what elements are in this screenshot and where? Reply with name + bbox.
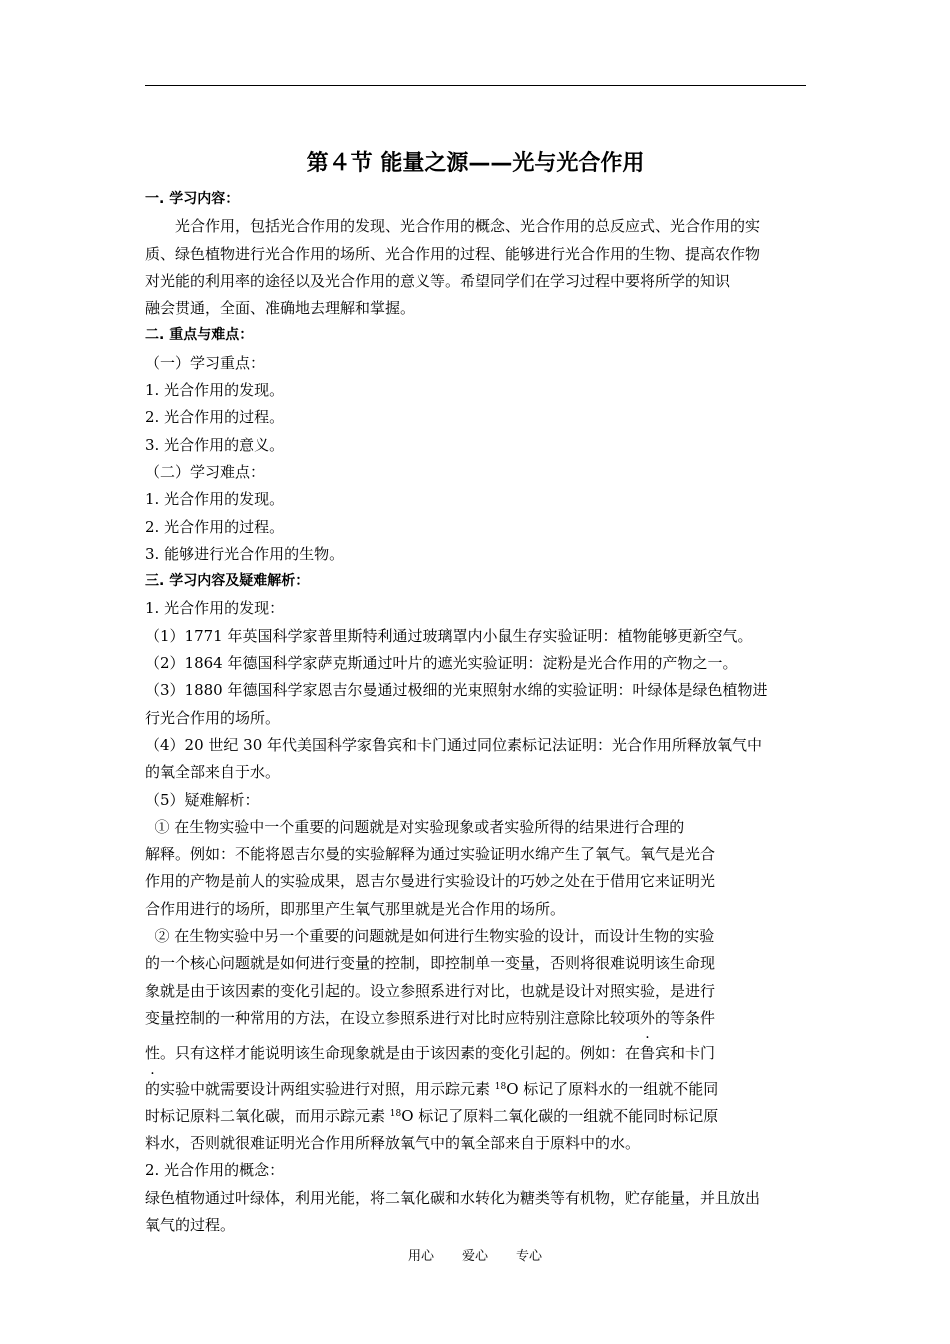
- section3-heading: 三. 学习内容及疑难解析：: [145, 573, 310, 590]
- paragraph-line: 光合作用，包括光合作用的发现、光合作用的概念、光合作用的总反应式、光合作用的实: [175, 217, 761, 236]
- analysis-line: 作用的产物是前人的实验成果，恩吉尔曼进行实验设计的巧妙之处在于借用它来证明光: [145, 872, 716, 891]
- analysis-line: ① 在生物实验中一个重要的问题就是对实验现象或者实验所得的结果进行合理的: [145, 817, 685, 836]
- isotope-superscript: 18: [389, 1108, 402, 1119]
- paragraph-line: （3）1880 年德国科学家恩吉尔曼通过极细的光束照射水绵的实验证明：叶绿体是绿色植物进: [145, 681, 768, 700]
- list-item: 3. 能够进行光合作用的生物。: [145, 544, 345, 563]
- page-title: 第４节 能量之源——光与光合作用: [306, 151, 645, 176]
- emphasized-text: 除比较项外的等条件 ·: [580, 1005, 715, 1032]
- analysis-line: 变量控制的一种常用的方法，在设立参照系进行对比时应特别注意除比较项外的等条件 ·: [145, 1005, 806, 1032]
- section2-heading: 二. 重点与难点：: [145, 327, 254, 344]
- list-item: 3. 光合作用的意义。: [145, 435, 285, 454]
- emphasized-text: 性: [145, 1044, 161, 1063]
- footer-text: 用心: [407, 1249, 434, 1264]
- analysis-line: 料水，否则就很难证明光合作用所释放氧气中的氧全部来自于原料中的水。: [145, 1134, 641, 1153]
- analysis-line: 的一个核心问题就是如何进行变量的控制，即控制单一变量，否则将很难说明该生命现: [145, 954, 716, 973]
- paragraph-line: 质、绿色植物进行光合作用的场所、光合作用的过程、能够进行光合作用的生物、提高农作物: [145, 244, 761, 263]
- list-item: 2. 光合作用的过程。: [145, 408, 285, 427]
- paragraph-line: 行光合作用的场所。: [145, 708, 281, 727]
- paragraph-line: （1）1771 年英国科学家普里斯特利通过玻璃罩内小鼠生存实验证明：植物能够更新空气。: [145, 626, 753, 645]
- paragraph-line: 绿色植物通过叶绿体，利用光能，将二氧化碳和水转化为糖类等有机物，贮存能量，并且放出: [145, 1188, 761, 1207]
- analysis-line: 性。只有这样才能说明该生命现象就是由于该因素的变化引起的。例如：在鲁宾和卡门: [145, 1040, 806, 1067]
- paragraph-line: （5）疑难解析：: [145, 790, 260, 809]
- header-rule: [145, 85, 806, 86]
- paragraph-line: （4）20 世纪 30 年代美国科学家鲁宾和卡门通过同位素标记法证明：光合作用所释放氧气中: [145, 735, 763, 754]
- footer-text: 专心: [516, 1249, 543, 1264]
- paragraph-line: 对光能的利用率的途径以及光合作用的意义等。希望同学们在学习过程中要将所学的知识: [145, 271, 731, 290]
- subheading-key-points: （一）学习重点：: [145, 353, 266, 372]
- page-footer: [0, 1247, 950, 1267]
- paragraph-line: （2）1864 年德国科学家萨克斯通过叶片的遮光实验证明：淀粉是光合作用的产物之一。: [145, 654, 738, 673]
- list-item: 2. 光合作用的过程。: [145, 517, 285, 536]
- analysis-line: 象就是由于该因素的变化引起的。设立参照系进行对比，也就是设计对照实验，是进行: [145, 981, 716, 1000]
- analysis-line: 解释。例如：不能将恩吉尔曼的实验解释为通过实验证明水绵产生了氧气。氧气是光合: [145, 845, 716, 864]
- section1-heading: 一. 学习内容：: [145, 191, 240, 207]
- analysis-line: 的实验中就需要设计两组实验进行对照，用示踪元素 $^{18}$O 标记了原料水的一组就不能同: [145, 1079, 719, 1098]
- analysis-line: 时标记原料二氧化碳，而用示踪元素 $^{18}$O 标记了原料二氧化碳的一组就不能同时标记原: [145, 1106, 719, 1125]
- subheading-difficulties: （二）学习难点：: [145, 462, 266, 481]
- analysis-line: ② 在生物实验中另一个重要的问题就是如何进行生物实验的设计，而设计生物的实验: [145, 927, 715, 946]
- list-item: 1. 光合作用的发现。: [145, 381, 285, 400]
- document-body: [145, 186, 806, 1239]
- paragraph-line: 氧气的过程。: [145, 1215, 236, 1234]
- list-item: 1. 光合作用的发现。: [145, 490, 285, 509]
- isotope-superscript: 18: [494, 1081, 507, 1092]
- footer-text: 爱心: [461, 1249, 488, 1264]
- concept-title: 2. 光合作用的概念：: [145, 1161, 285, 1180]
- paragraph-line: 的氧全部来自于水。: [145, 763, 281, 782]
- paragraph-line: 融会贯通，全面、准确地去理解和掌握。: [145, 299, 416, 318]
- discovery-title: 1. 光合作用的发现：: [145, 599, 285, 618]
- analysis-line: 合作用进行的场所，即那里产生氧气那里就是光合作用的场所。: [145, 899, 566, 918]
